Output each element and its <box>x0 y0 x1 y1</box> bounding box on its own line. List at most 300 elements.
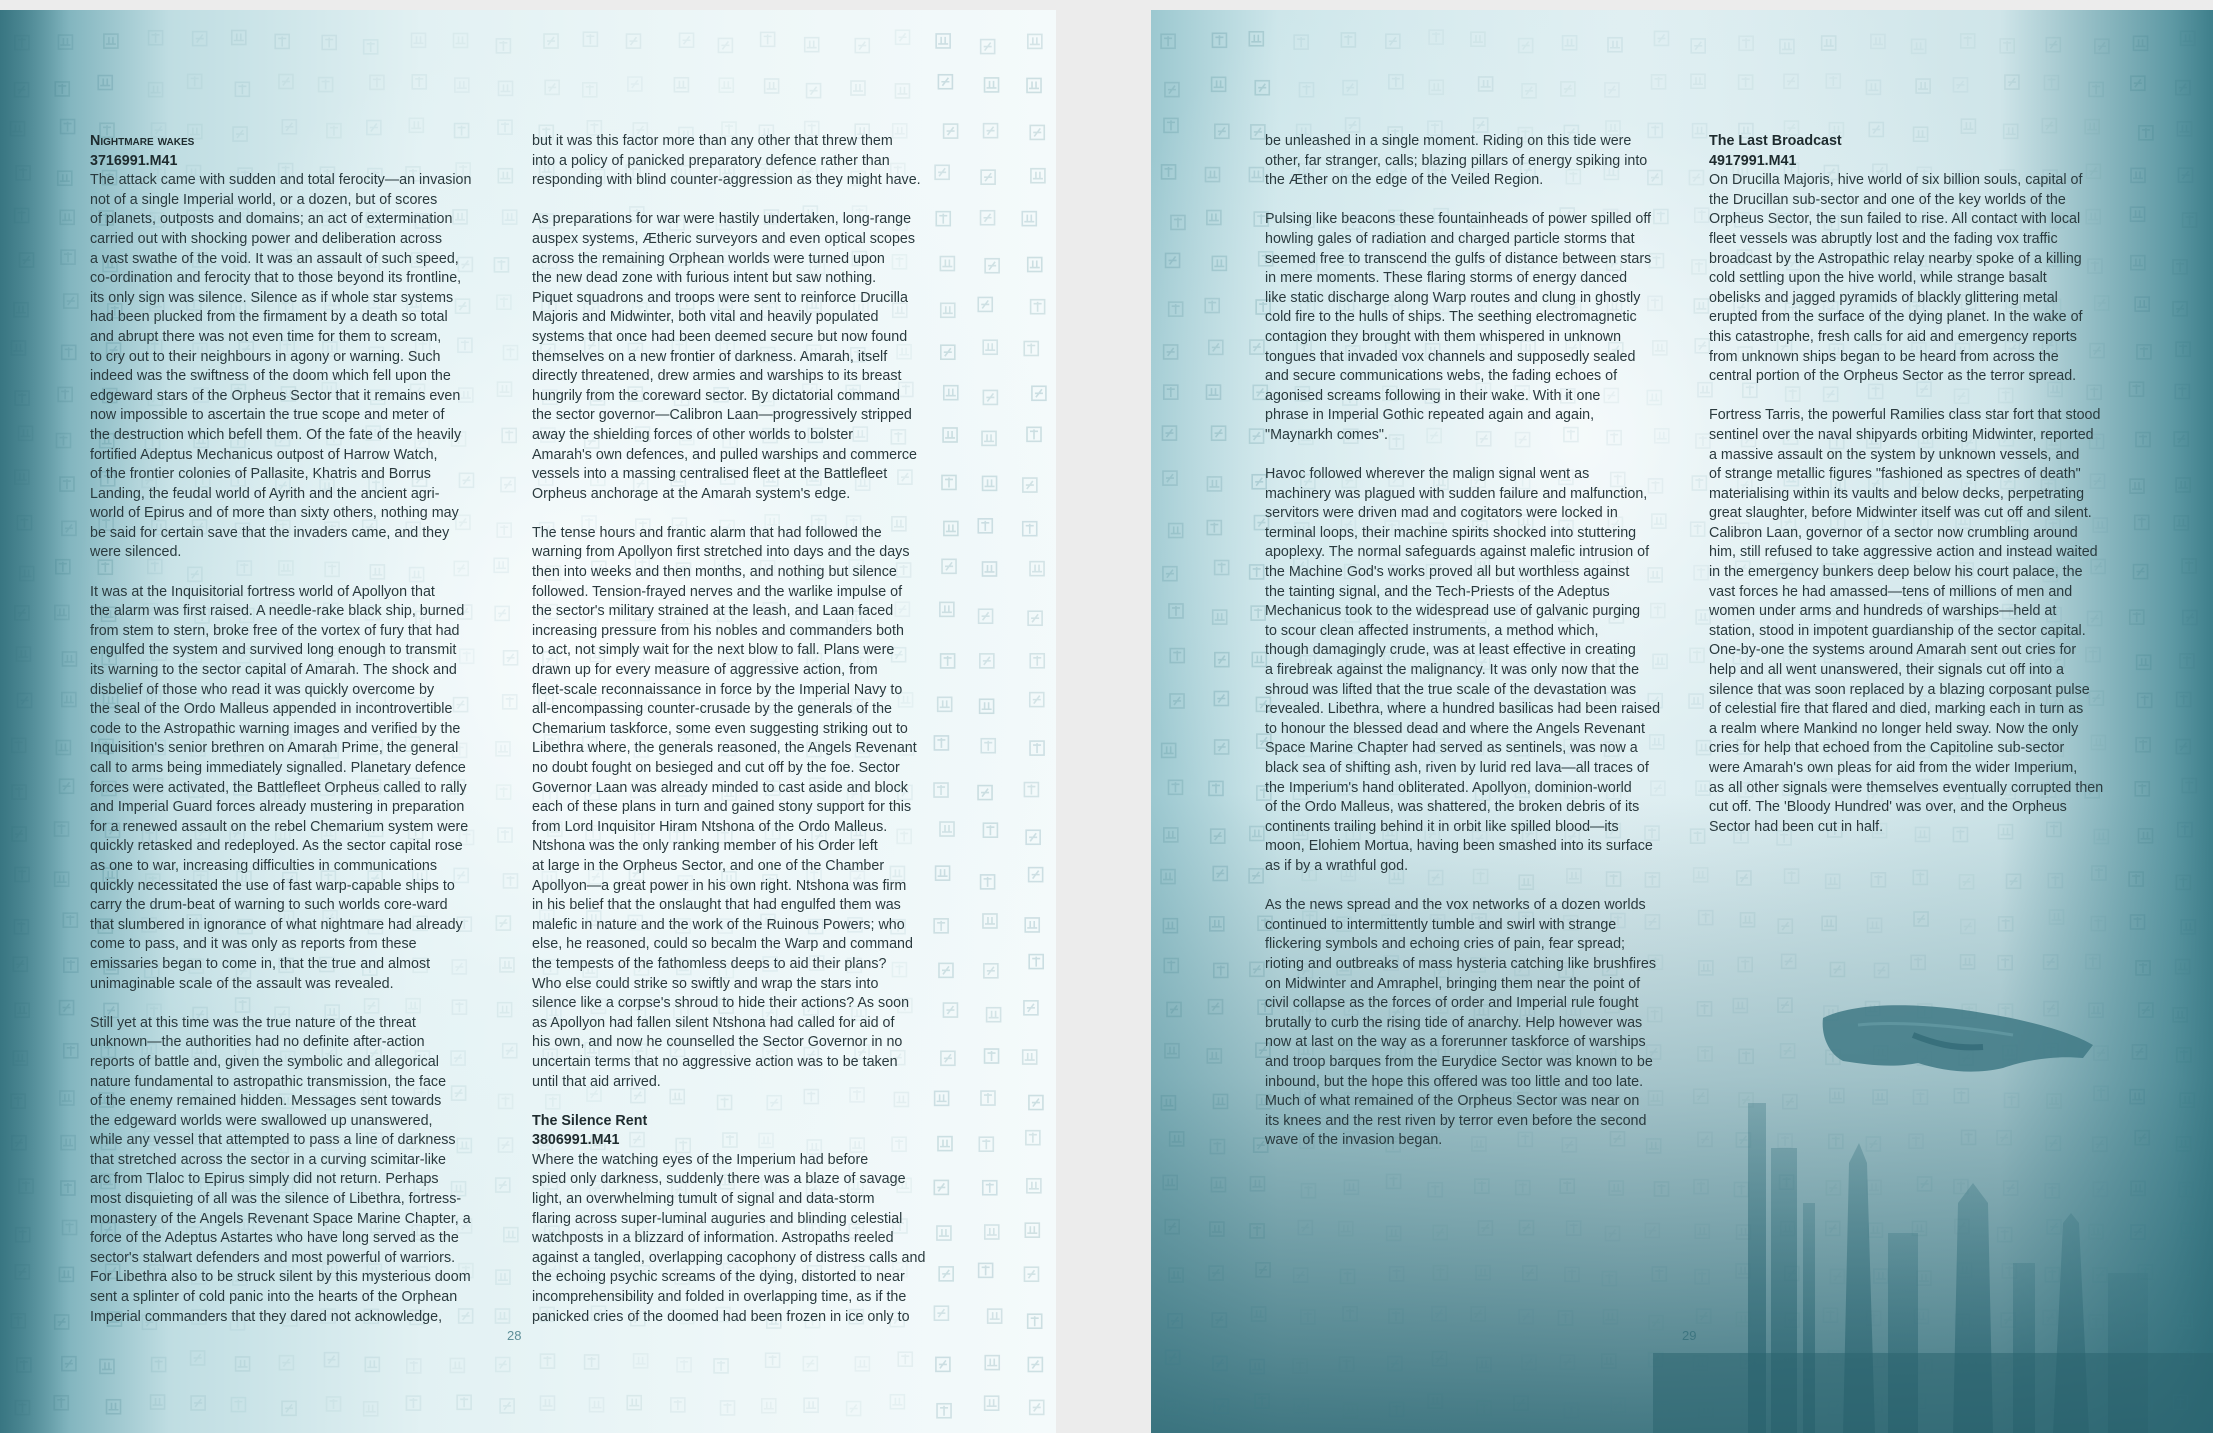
glyph-mark <box>1163 1175 1177 1189</box>
glyph-mark <box>984 124 998 138</box>
paragraph: As the news spread and the vox networks of a dozen worlds continued to intermittently tumble and swirl with strange flickering symbols and echoing cries of pain, fear spread; rioting and outbreaks of mass hysteria catching like brushfires on Midwinter and Amraphel, bringing them near the point of civil collapse as the forces of order and Imperial rule fought brutally to curb the rising tide of anarchy. Help however was now at last on the way as a forerunner taskforce of warships and troop barques from the Eurydice Sector was known to be inbound, but the hope this offered was too little and too late. Much of what remained of the Orpheus Sector was near on its knees and the rest riven by terror even before the second wave of the invasion began. <box>1265 897 1656 1149</box>
glyph-mark <box>847 1402 861 1416</box>
glyph-mark <box>2182 779 2196 793</box>
glyph-mark <box>1250 827 1264 841</box>
glyph-mark <box>2131 915 2145 929</box>
glyph-mark <box>1429 80 1443 94</box>
glyph-mark <box>978 786 992 800</box>
glyph-mark <box>16 1228 30 1242</box>
glyph-mark <box>58 35 72 49</box>
right-page <box>1151 10 2213 1433</box>
glyph-mark <box>896 30 910 44</box>
glyph-mark <box>765 79 779 93</box>
glyph-mark <box>1166 1350 1180 1364</box>
glyph-mark <box>412 75 426 89</box>
glyph-mark <box>982 431 996 445</box>
glyph-mark <box>1694 566 1708 580</box>
glyph-mark <box>1691 522 1705 536</box>
glyph-mark <box>1028 611 1042 625</box>
glyph-mark <box>15 1265 29 1279</box>
glyph-mark <box>1170 694 1184 708</box>
glyph-mark <box>1211 1178 1225 1192</box>
glyph-mark <box>1691 39 1705 53</box>
glyph-mark <box>1024 1267 1038 1281</box>
glyph-mark <box>677 1358 691 1372</box>
glyph-mark <box>719 78 733 92</box>
glyph-mark <box>1340 1357 1354 1371</box>
glyph-mark <box>804 1398 818 1412</box>
glyph-mark <box>2089 82 2103 96</box>
spaceship-ruins-illustration <box>1653 973 2213 1433</box>
glyph-mark <box>983 914 997 928</box>
glyph-mark <box>1213 867 1227 881</box>
glyph-mark <box>671 1398 685 1412</box>
glyph-mark <box>1162 426 1176 440</box>
glyph-mark <box>983 390 997 404</box>
glyph-mark <box>985 259 999 273</box>
glyph-mark <box>1871 34 1885 48</box>
glyph-mark <box>55 822 69 836</box>
glyph-mark <box>1428 1394 1442 1408</box>
glyph-mark <box>634 1354 648 1368</box>
glyph-mark <box>1690 648 1704 662</box>
glyph-mark <box>2091 917 2105 931</box>
glyph-mark <box>107 1400 121 1414</box>
glyph-mark <box>1826 74 1840 88</box>
glyph-mark <box>1213 1356 1227 1370</box>
glyph-mark <box>1433 1352 1447 1366</box>
glyph-mark <box>1215 653 1229 667</box>
glyph-mark <box>626 34 640 48</box>
glyph-mark <box>1523 1266 1537 1280</box>
glyph-mark <box>14 303 28 317</box>
glyph-mark <box>2129 872 2143 886</box>
paragraph: but it was this factor more than any other that threw them into a policy of panicked preparatory defence rather than responding with blind counter-aggression as they might have. <box>532 133 921 189</box>
glyph-mark <box>1212 1313 1226 1327</box>
glyph-mark <box>2176 960 2190 974</box>
glyph-mark <box>1162 743 1176 757</box>
glyph-mark <box>12 827 26 841</box>
glyph-mark <box>55 1315 69 1329</box>
glyph-mark <box>1250 340 1264 354</box>
left-page <box>0 10 1056 1433</box>
glyph-mark <box>1023 1050 1037 1064</box>
glyph-mark <box>500 1399 514 1413</box>
glyph-mark <box>1294 35 1308 49</box>
glyph-mark <box>1522 84 1536 98</box>
glyph-mark <box>1605 83 1619 97</box>
glyph-mark <box>1695 339 1709 353</box>
glyph-mark <box>1300 83 1314 97</box>
glyph-mark <box>56 560 70 574</box>
glyph-mark <box>1025 918 1039 932</box>
glyph-mark <box>15 36 29 50</box>
glyph-mark <box>983 340 997 354</box>
glyph-mark <box>1390 1267 1404 1281</box>
glyph-mark <box>979 1263 993 1277</box>
glyph-mark <box>18 426 32 440</box>
glyph-mark <box>149 31 163 45</box>
glyph-mark <box>15 867 29 881</box>
glyph-mark <box>1210 1140 1224 1154</box>
glyph-mark <box>1785 869 1799 883</box>
glyph-mark <box>1608 38 1622 52</box>
glyph-mark <box>1170 649 1184 663</box>
glyph-mark <box>980 699 994 713</box>
glyph-mark <box>1341 1269 1355 1283</box>
section-heading: The Last Broadcast <box>1709 133 1842 149</box>
glyph-mark <box>1822 36 1836 50</box>
glyph-mark <box>1214 691 1228 705</box>
glyph-mark <box>63 1221 77 1235</box>
glyph-mark <box>279 1356 293 1370</box>
glyph-mark <box>235 82 249 96</box>
glyph-mark <box>1519 1221 1533 1235</box>
glyph-mark <box>18 693 32 707</box>
glyph-mark <box>504 346 518 360</box>
glyph-mark <box>15 606 29 620</box>
glyph-mark <box>61 1181 75 1195</box>
glyph-mark <box>1212 33 1226 47</box>
glyph-mark <box>979 1137 993 1151</box>
paragraph: Havoc followed wherever the malign signal went as machinery was plagued with sudden failure and malfunction, servitors were driven mad and cogitators were locked in terminal loops, their machine spirits shocked into stuttering apoplexy. The normal safeguards against malefic intrusion of the Machine God's works proved all but worthless against the tainting signal, and the Tech-Priests of the Adeptus Mechanicus took to the widespread use of galvanic purging to scour clean affected instruments, a method which, though damagingly crude, was at least effective in creating a firebreak against the malignancy. It was only now that the shroud was lifted that the true scale of the devastation was revealed. Libethra, where a hundred basilicas had been raised to honour the blessed dead and where the Angels Revenant Space Marine Chapter had served as sentinels, was now a black sea of shifting ash, riven by lurid red lava—all traces of the Imperium's hand obliterated. Apollyon, dominion-world of the Ordo Malleus, was shattered, the broken debris of its continents trailing behind it in orbit like spilled blood—its moon, Elohiem Mortua, having been smashed into its surface as if by a wrathful god. <box>1265 466 1661 874</box>
glyph-mark <box>64 958 78 972</box>
glyph-mark <box>1028 258 1042 272</box>
glyph-mark <box>1696 434 1710 448</box>
glyph-mark <box>1029 868 1043 882</box>
glyph-mark <box>987 1008 1001 1022</box>
glyph-mark <box>855 39 869 53</box>
glyph-mark <box>1961 34 1975 48</box>
glyph-mark <box>406 1396 420 1410</box>
glyph-mark <box>496 1357 510 1371</box>
glyph-mark <box>64 1044 78 1058</box>
glyph-mark <box>2175 385 2189 399</box>
glyph-mark <box>2005 75 2019 89</box>
glyph-mark <box>1476 1266 1490 1280</box>
glyph-mark <box>1387 1226 1401 1240</box>
glyph-mark <box>1169 1268 1183 1282</box>
glyph-mark <box>718 38 732 52</box>
glyph-mark <box>1826 874 1840 888</box>
glyph-mark <box>938 75 952 89</box>
glyph-mark <box>1741 913 1755 927</box>
glyph-mark <box>2050 910 2064 924</box>
glyph-mark <box>2045 76 2059 90</box>
glyph-mark <box>2179 168 2193 182</box>
glyph-mark <box>16 647 30 661</box>
glyph-mark <box>450 1358 464 1372</box>
glyph-mark <box>978 297 992 311</box>
glyph-mark <box>58 171 72 185</box>
glyph-mark <box>544 34 558 48</box>
glyph-mark <box>936 34 950 48</box>
glyph-mark <box>1165 1044 1179 1058</box>
glyph-mark <box>1030 125 1044 139</box>
glyph-mark <box>979 609 993 623</box>
glyph-mark <box>2180 654 2194 668</box>
glyph-mark <box>540 1354 554 1368</box>
glyph-mark <box>19 253 33 267</box>
glyph-mark <box>2007 874 2021 888</box>
glyph-mark <box>1780 39 1794 53</box>
glyph-mark <box>1386 34 1400 48</box>
glyph-mark <box>12 785 26 799</box>
glyph-mark <box>1162 165 1176 179</box>
glyph-mark <box>2176 478 2190 492</box>
glyph-mark <box>981 211 995 225</box>
glyph-mark <box>1027 427 1041 441</box>
glyph-mark <box>988 1309 1002 1323</box>
glyph-mark <box>2173 302 2187 316</box>
glyph-mark <box>1023 478 1037 492</box>
glyph-mark <box>1024 783 1038 797</box>
glyph-mark <box>1251 606 1265 620</box>
glyph-mark <box>322 36 336 50</box>
glyph-mark <box>1209 340 1223 354</box>
left-column-1 <box>90 132 505 1347</box>
glyph-mark <box>1250 962 1264 976</box>
glyph-mark <box>56 741 70 755</box>
glyph-mark <box>13 957 27 971</box>
section-date: 4917991.M41 <box>1709 152 1797 169</box>
glyph-mark <box>1167 1002 1181 1016</box>
glyph-mark <box>590 1398 604 1412</box>
glyph-mark <box>1249 869 1263 883</box>
glyph-mark <box>62 345 76 359</box>
glyph-mark <box>1207 385 1221 399</box>
glyph-mark <box>1913 870 1927 884</box>
glyph-mark <box>327 1397 341 1411</box>
glyph-mark <box>628 77 642 91</box>
glyph-mark <box>890 1395 904 1409</box>
glyph-mark <box>149 83 163 97</box>
glyph-mark <box>762 1399 776 1413</box>
glyph-mark <box>1250 565 1264 579</box>
glyph-mark <box>1211 829 1225 843</box>
glyph-mark <box>981 739 995 753</box>
glyph-mark <box>1028 34 1042 48</box>
glyph-mark <box>1603 1310 1617 1324</box>
glyph-mark <box>1029 1096 1043 1110</box>
glyph-mark <box>1737 871 1751 885</box>
glyph-mark <box>1210 1222 1224 1236</box>
glyph-mark <box>1602 1354 1616 1368</box>
glyph-mark <box>1214 1399 1228 1413</box>
glyph-mark <box>1602 1272 1616 1286</box>
glyph-mark <box>1471 32 1485 46</box>
glyph-mark <box>191 1351 205 1365</box>
glyph-mark <box>1028 1357 1042 1371</box>
glyph-mark <box>236 1357 250 1371</box>
glyph-mark <box>981 1091 995 1105</box>
glyph-mark <box>60 210 74 224</box>
glyph-mark <box>1210 917 1224 931</box>
section-heading: The Silence Rent <box>532 1112 648 1129</box>
glyph-mark <box>1205 168 1219 182</box>
glyph-mark <box>983 1181 997 1195</box>
glyph-mark <box>1522 1355 1536 1369</box>
glyph-mark <box>1428 1183 1442 1197</box>
glyph-mark <box>978 519 992 533</box>
glyph-mark <box>1999 917 2013 931</box>
glyph-mark <box>583 32 597 46</box>
glyph-mark <box>1214 1094 1228 1108</box>
glyph-mark <box>11 1094 25 1108</box>
glyph-mark <box>1654 31 1668 45</box>
glyph-mark <box>2176 342 2190 356</box>
glyph-mark <box>1301 1184 1315 1198</box>
glyph-mark <box>1479 77 1493 91</box>
glyph-mark <box>499 81 513 95</box>
glyph-mark <box>1030 741 1044 755</box>
glyph-mark <box>981 40 995 54</box>
glyph-mark <box>1432 1307 1446 1321</box>
glyph-mark <box>981 875 995 889</box>
glyph-mark <box>1433 1226 1447 1240</box>
glyph-mark <box>17 516 31 530</box>
glyph-mark <box>1560 1355 1574 1369</box>
glyph-mark <box>1207 521 1221 535</box>
glyph-mark <box>1692 260 1706 274</box>
paragraph: The tense hours and frantic alarm that had followed the warning from Apollyon first stretched into days and the days then into weeks and then months, and nothing but silence followed. Tension-frayed nerves and the warlike impulse of the sector's military strained at the leash, and Laan faced increasing pressure from his nobles and commanders both to act, not simply wait for the next blow to fall. Plans were drawn up for every measure of aggressive action, from fleet-scale reconnaissance in force by the Imperial Navy to all-encompassing counter-crusade by the generals of the Chemarium taskforce, some even suggesting striking out to Libethra where, the generals reasoned, the Angels Revenant no doubt fought on besieged and cut off by the foe. Sector Governor Laan was already minded to cast aside and block each of these plans in turn and gained stony support for this from Lord Inquisitor Hiram Ntshona of the Ordo Malleus. Ntshona was the only ranking member of his Order left at large in the Orpheus Sector, and one of the Chamber Apollyon—a great power in his own right. Ntshona was firm in his belief that the onslaught that had engulfed them was malefic in nature and the work of the Ruinous Powers; who else, he reasoned, could so becalm the Warp and command the tempests of the fathomless deeps to aid their plans? Who else could strike so swiftly and wrap the stars into silence like a corpse's shroud to hide their actions? As soon as Apollyon had fallen silent Ntshona had called for aid of his own, and now he counselled the Sector Governor in no uncertain terms that no aggressive action was to be taken until that aid arrived. <box>532 524 917 1090</box>
glyph-mark <box>1514 1396 1528 1410</box>
glyph-mark <box>545 80 559 94</box>
glyph-mark <box>1689 171 1703 185</box>
glyph-mark <box>1564 1404 1578 1418</box>
glyph-mark <box>1161 1096 1175 1110</box>
glyph-mark <box>1652 75 1666 89</box>
glyph-mark <box>1163 567 1177 581</box>
glyph-mark <box>1164 828 1178 842</box>
glyph-mark <box>1695 208 1709 222</box>
glyph-mark <box>496 39 510 53</box>
glyph-mark <box>60 1091 74 1105</box>
glyph-mark <box>1209 781 1223 795</box>
glyph-mark <box>1433 1266 1447 1280</box>
glyph-mark <box>1164 959 1178 973</box>
glyph-mark <box>191 1396 205 1410</box>
glyph-mark <box>1255 81 1269 95</box>
glyph-mark <box>1256 1263 1270 1277</box>
glyph-mark <box>1028 1314 1042 1328</box>
glyph-mark <box>1738 958 1752 972</box>
glyph-mark <box>627 1396 641 1410</box>
glyph-mark <box>15 1401 29 1415</box>
glyph-mark <box>365 1357 379 1371</box>
glyph-mark <box>1561 82 1575 96</box>
section-date: 3806991.M41 <box>532 1132 620 1149</box>
glyph-mark <box>1558 1311 1572 1325</box>
glyph-mark <box>151 1395 165 1409</box>
glyph-mark <box>370 75 384 89</box>
glyph-mark <box>1961 919 1975 933</box>
glyph-mark <box>714 1359 728 1373</box>
glyph-mark <box>1030 654 1044 668</box>
glyph-mark <box>1214 963 1228 977</box>
glyph-mark <box>1252 1307 1266 1321</box>
glyph-mark <box>1567 1221 1581 1235</box>
glyph-mark <box>1389 1309 1403 1323</box>
glyph-mark <box>1912 39 1926 53</box>
glyph-mark <box>540 1396 554 1410</box>
glyph-mark <box>231 1398 245 1412</box>
glyph-mark <box>1213 610 1227 624</box>
glyph-mark <box>1207 211 1221 225</box>
glyph-mark <box>985 78 999 92</box>
glyph-mark <box>1516 1181 1530 1195</box>
glyph-mark <box>1207 477 1221 491</box>
glyph-mark <box>64 294 78 308</box>
glyph-mark <box>1341 33 1355 47</box>
glyph-mark <box>1025 1223 1039 1237</box>
glyph-mark <box>55 605 69 619</box>
paragraph: As preparations for war were hastily undertaken, long-range auspex systems, Ætheric surveyors and even optical scopes across the remaining Orphean worlds were turned upon the new dead zone with furious intent but saw nothing. Piquet squadrons and troops were sent to reinforce Drucilla Majoris and Midwinter, both vital and heavily populated systems that once had been deemed secure but now found themselves on a new frontier of darkness. Amarah, itself directly threatened, drew armies and warships to its breast hungrily from the coreward sector. By dictatorial command the sector governor—Calibron Laan—progressively stripped away the shielding forces of other worlds to bolster Amarah's own defences, and pulled warships and commerce vessels into a massing centralised fleet at the Battlefleet Orpheus anchorage at the Amarah system's edge. <box>532 211 917 502</box>
glyph-mark <box>15 209 29 223</box>
glyph-mark <box>851 81 865 95</box>
section-date: 3716991.M41 <box>90 152 178 169</box>
glyph-mark <box>1250 1360 1264 1374</box>
glyph-mark <box>1209 1266 1223 1280</box>
glyph-mark <box>2044 955 2058 969</box>
glyph-mark <box>15 470 29 484</box>
glyph-mark <box>1166 253 1180 267</box>
glyph-mark <box>188 74 202 88</box>
glyph-mark <box>2046 38 2060 52</box>
glyph-mark <box>674 78 688 92</box>
glyph-mark <box>1387 1174 1401 1188</box>
paragraph: The attack came with sudden and total ferocity—an invasion not of a single Imperial world, or a dozen, but of scores of planets, outposts and domains; an act of extermination carried out with shocking power and deliberation across a vast swathe of the void. It was an assault of such speed, co-ordination and ferocity that to those beyond its frontline, its only sign was silence. Silence as if whole star systems had been plucked from the firmament by a death so total and abrupt there was not even time for them to scream, to cry out to their neighbours in agony or warning. Such indeed was the swiftness of the doom which fell upon the edgeward stars of the Orpheus Sector that it remains even now impossible to ascertain the true scope and meter of the destruction which befell them. Of the fate of the heavily fortified Adeptus Mechanicus outpost of Harrow Watch, of the frontier colonies of Pallasite, Khatris and Borrus Landing, the feudal world of Ayrith and the ancient agri- world of Epirus and of more than sixty others, nothing may be said for certain save that the invaders came, and they were silenced. <box>90 172 472 561</box>
glyph-mark <box>1784 74 1798 88</box>
glyph-mark <box>1519 1310 1533 1324</box>
glyph-mark <box>1390 1403 1404 1417</box>
glyph-mark <box>2176 875 2190 889</box>
glyph-mark <box>1165 83 1179 97</box>
glyph-mark <box>1694 868 1708 882</box>
glyph-mark <box>1471 1307 1485 1321</box>
glyph-mark <box>2134 36 2148 50</box>
glyph-mark <box>100 1359 114 1373</box>
glyph-mark <box>1691 829 1705 843</box>
glyph-mark <box>19 1179 33 1193</box>
glyph-mark <box>282 1401 296 1415</box>
glyph-mark <box>11 122 25 136</box>
glyph-mark <box>1209 1000 1223 1014</box>
glyph-mark <box>985 1049 999 1063</box>
glyph-mark <box>680 33 694 47</box>
glyph-mark <box>1563 36 1577 50</box>
glyph-mark <box>1389 75 1403 89</box>
glyph-mark <box>409 118 423 132</box>
glyph-mark <box>1024 342 1038 356</box>
glyph-mark <box>364 40 378 54</box>
glyph-mark <box>60 779 74 793</box>
glyph-mark <box>1605 1227 1619 1241</box>
glyph-mark <box>583 83 597 97</box>
glyph-mark <box>1165 1220 1179 1234</box>
glyph-mark <box>55 872 69 886</box>
glyph-mark <box>1474 118 1488 132</box>
glyph-mark <box>1215 740 1229 754</box>
glyph-mark <box>1169 302 1183 316</box>
glyph-mark <box>1293 1359 1307 1373</box>
paragraph: On Drucilla Majoris, hive world of six billion souls, capital of the Drucillan sub-sector and one of the key worlds of the Orpheus Sector, the sun failed to rise. All contact with local fleet vessels was abruptly lost and the fading vox traffic broadcast by the Astropathic relay nearby spoke of a killing cold settling upon the hive world, while strange basalt obelisks and jagged pyramids of blackly glittering metal erupted from the surface of the dying planet. In the wake of this catastrophe, fresh calls for aid and emergency reports from unknown ships began to be heard from across the central portion of the Orpheus Sector as the terror spread. <box>1709 172 2083 385</box>
page-number: 29 <box>1682 1328 1697 1343</box>
glyph-mark <box>2092 866 2106 880</box>
glyph-mark <box>1560 1179 1574 1193</box>
glyph-mark <box>1024 1001 1038 1015</box>
glyph-mark <box>2181 31 2195 45</box>
